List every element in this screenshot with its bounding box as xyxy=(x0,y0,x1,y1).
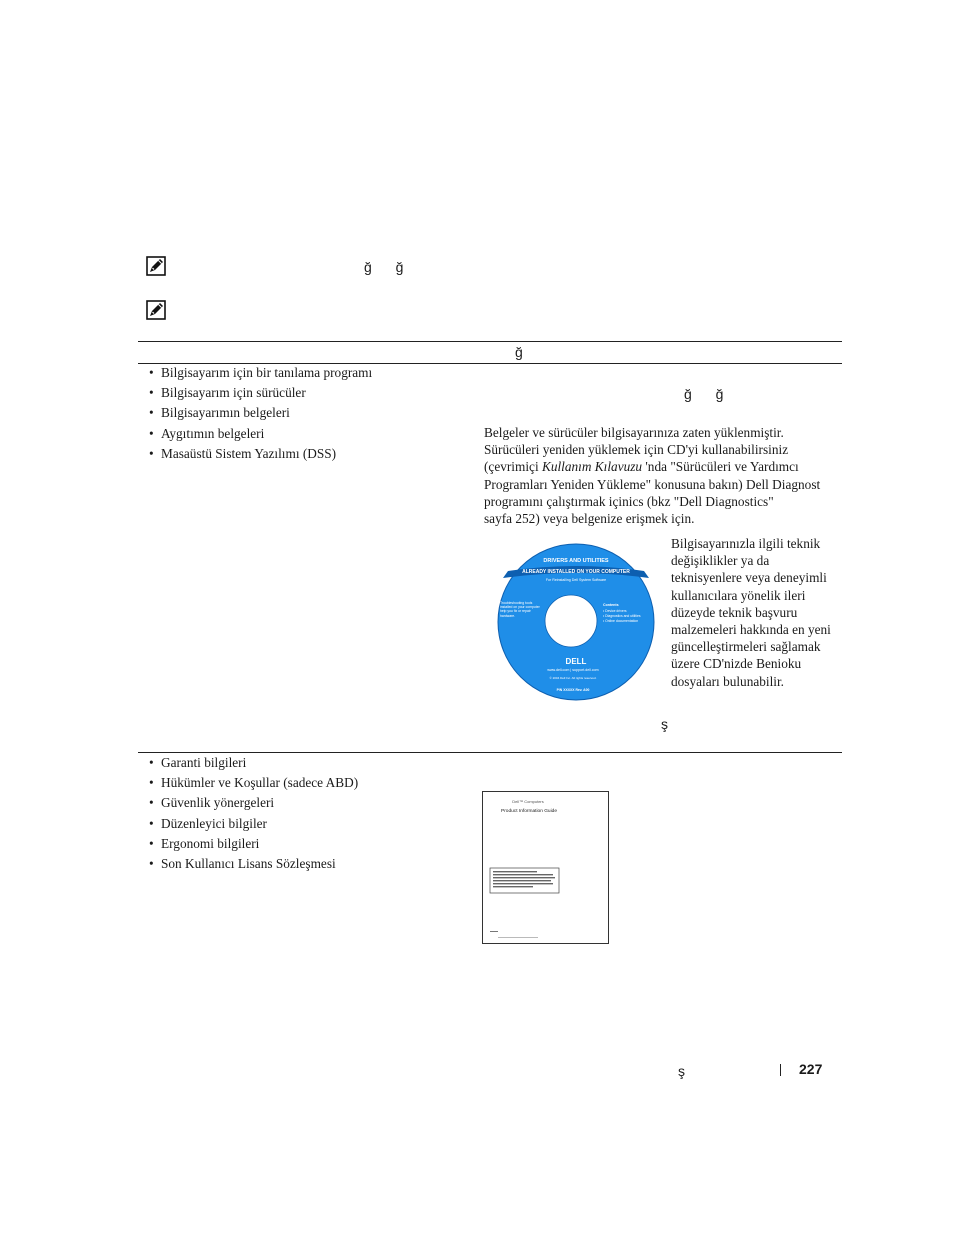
cd-text-line: değişiklikler ya da xyxy=(671,553,770,569)
paragraph-line: Sürücüleri yeniden yüklemek için CD'yi kullanabilirsiniz xyxy=(484,442,789,458)
cd-label-right-item: • Device drivers xyxy=(603,609,627,613)
footer-fragment: ş xyxy=(678,1063,685,1079)
cd-readme-text xyxy=(671,535,831,690)
list-item: • Bilgisayarım için sürücüler xyxy=(149,385,306,401)
paragraph-line: Belgeler ve sürücüler bilgisayarınıza zaten yüklenmiştir. xyxy=(484,425,784,440)
cd-label-footer: © 2004 Dell Inc. All rights reserved. xyxy=(549,676,597,680)
cd-text-line: güncelleştirmeleri sağlamak xyxy=(671,639,821,655)
footer-divider xyxy=(780,1064,781,1076)
list-item: • Aygıtımın belgeleri xyxy=(149,425,265,441)
cd-text-line: dosyaları bulunabilir. xyxy=(671,673,785,689)
list-item: • Düzenleyici bilgiler xyxy=(149,815,267,831)
cd-label-sub: For Reinstalling Dell System Software xyxy=(545,578,607,582)
section1-bottom-fragment: ş xyxy=(661,716,668,732)
drivers-utilities-cd-image xyxy=(494,543,658,701)
cd-label-top: DRIVERS AND UTILITIES xyxy=(543,558,609,564)
list-item: • Ergonomi bilgileri xyxy=(149,835,260,851)
list-item: • Bilgisayarım için bir tanılama programı xyxy=(149,365,373,380)
paragraph-line: (çevrimiçi Kullanım Kılavuzu 'nda "Sürücüleri ve Yardımcı xyxy=(484,459,799,475)
list-item: • Garanti bilgileri xyxy=(149,755,247,770)
list-item: • Son Kullanıcı Lisans Sözleşmesi xyxy=(149,856,336,872)
note-row-1 xyxy=(146,256,166,281)
cd-text-line: kullanıcılara yönelik ileri xyxy=(671,587,806,603)
note-pencil-icon xyxy=(146,256,166,276)
cd-label-band: ALREADY INSTALLED ON YOUR COMPUTER xyxy=(522,569,630,575)
dell-logo-icon: DELL xyxy=(565,657,587,666)
paragraph-line: programını çalıştırmak içinics (bkz "Dell Diagnostics" xyxy=(484,493,774,509)
cd-text-line: Bilgisayarınızla ilgili teknik xyxy=(671,536,821,551)
product-information-guide-image xyxy=(482,791,609,944)
cd-label-right-item: • Online documentation xyxy=(603,619,639,623)
note-row-2 xyxy=(146,300,166,325)
section1-right-fragment: ğ ğ xyxy=(684,386,724,402)
note-pencil-icon xyxy=(146,300,166,320)
guide-brand: Dell™ Computers xyxy=(512,799,544,804)
cd-text-line: teknisyenlere veya deneyimli xyxy=(671,570,827,586)
table-top-rule xyxy=(138,341,842,342)
list-item: • Bilgisayarımın belgeleri xyxy=(149,405,290,421)
cd-label-right-title: Contents xyxy=(603,603,619,607)
table-header-fragment: ğ xyxy=(515,344,523,360)
cd-label-url: www.dell.com | support.dell.com xyxy=(547,668,599,672)
guide-title: Product Information Guide xyxy=(501,809,557,814)
list-item: • Hükümler ve Koşullar (sadece ABD) xyxy=(149,775,359,791)
section2-list xyxy=(149,753,358,874)
cd-text-line: düzeyde teknik başvuru xyxy=(671,604,798,620)
section1-list xyxy=(149,363,372,464)
cd-text-line: malzemeleri hakkında en yeni xyxy=(671,622,831,638)
paragraph-line: sayfa 252) veya belgenize erişmek için. xyxy=(484,511,695,527)
cd-text-line: üzere CD'nizde Benioku xyxy=(671,656,802,672)
section1-paragraph xyxy=(484,424,820,527)
cd-label-part: P/N XXXXX Rev. A00 xyxy=(556,688,590,692)
cd-label-right-item: • Diagnostics and utilities xyxy=(603,614,641,618)
paragraph-line: Programları Yeniden Yükleme" konusuna bakın) Dell Diagnost xyxy=(484,476,821,492)
cd-label-left: Troubleshooting tools installed on your computer help you fix or repair hardware. xyxy=(500,601,540,618)
list-item: • Masaüstü Sistem Yazılımı (DSS) xyxy=(149,445,337,461)
list-item: • Güvenlik yönergeleri xyxy=(149,795,275,811)
page-number: 227 xyxy=(799,1061,823,1077)
note-text-1: ğ ğ xyxy=(364,259,404,275)
